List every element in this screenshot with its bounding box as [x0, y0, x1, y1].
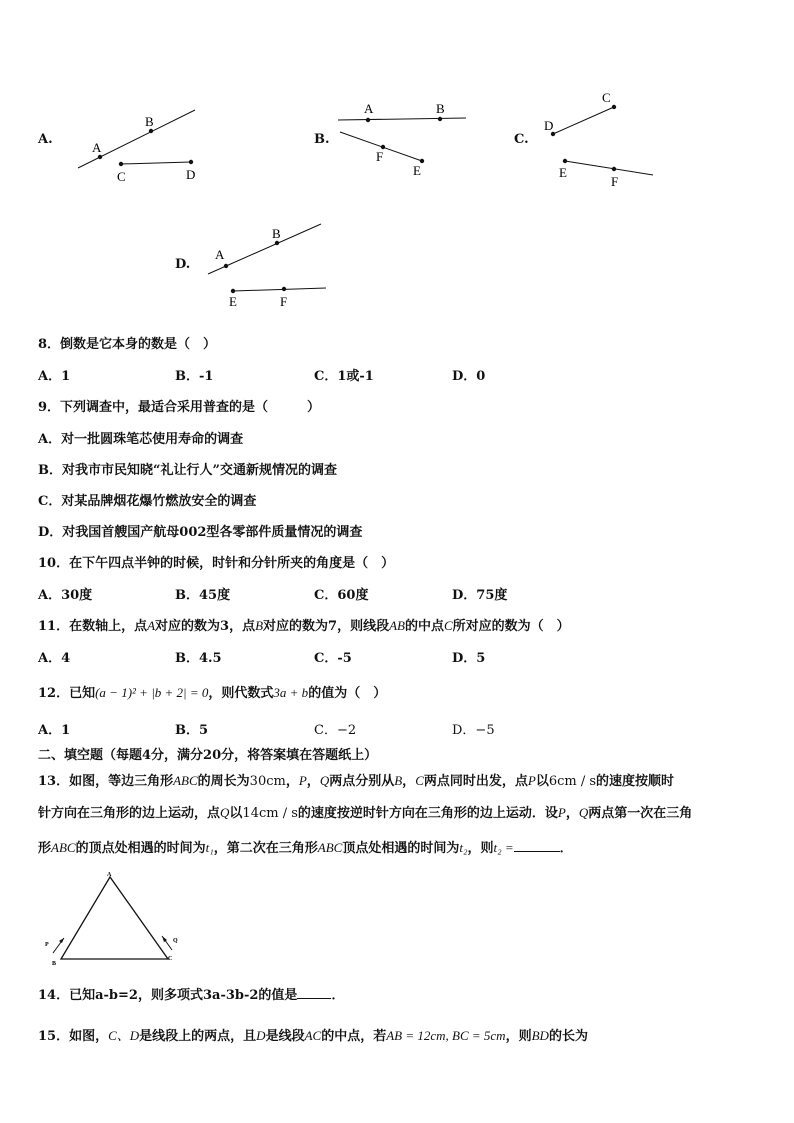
- point-label: F: [611, 174, 619, 189]
- option-a[interactable]: A．对一批圆珠笔芯使用寿命的调查: [38, 432, 244, 447]
- line-diagram: [70, 100, 205, 190]
- line-diagram: [330, 98, 470, 183]
- vertex-label: B: [52, 961, 57, 967]
- point-label: D: [186, 167, 196, 182]
- question-8-stem: 8．倒数是它本身的数是（ ）: [38, 337, 217, 352]
- vertex-label: C: [168, 956, 173, 962]
- option-d[interactable]: D．对我国首艘国产航母002型各零部件质量情况的调查: [38, 525, 363, 540]
- point-label: A: [215, 247, 225, 262]
- option-label: A.: [38, 132, 53, 147]
- question-13-line-1: 13．如图，等边三角形ABC的周长为30cm，P，Q两点分别从B，C两点同时出发，点P以6cm / s的速度按顺时: [38, 773, 675, 789]
- option-b[interactable]: B．5: [175, 723, 209, 738]
- option-a[interactable]: A．30度: [38, 588, 93, 603]
- option-b[interactable]: B．对我市市民知晓“礼让行人”交通新规情况的调查: [38, 463, 337, 478]
- point-label: E: [559, 165, 567, 180]
- point-label: F: [280, 294, 288, 309]
- point-label: B: [272, 226, 281, 241]
- point-label: B: [436, 101, 445, 116]
- answer-blank[interactable]: [514, 851, 560, 852]
- point-label: P: [45, 942, 49, 948]
- option-d[interactable]: D．5: [452, 651, 486, 666]
- line-diagram: [540, 88, 660, 193]
- question-15-stem: 15．如图，C、D是线段上的两点，且D是线段AC的中点，若AB = 12cm, BC = 5cm，则BD的长为: [38, 1028, 588, 1044]
- option-a[interactable]: A．1: [38, 369, 71, 384]
- triangle-figure: [40, 866, 190, 971]
- option-label: B.: [314, 132, 330, 147]
- option-a[interactable]: A．1: [38, 723, 71, 738]
- point-label: E: [229, 294, 237, 309]
- point-label: D: [544, 118, 554, 133]
- option-d[interactable]: D．75度: [452, 588, 508, 603]
- question-12-stem: 12．已知(a − 1)² + |b + 2| = 0，则代数式3a + b的值为（ ）: [38, 685, 387, 701]
- option-c[interactable]: C．-5: [314, 651, 352, 666]
- option-c[interactable]: C．−2: [314, 723, 357, 738]
- point-label: A: [92, 140, 102, 155]
- math-expression: (a − 1)² + |b + 2| = 0: [95, 685, 209, 700]
- option-c[interactable]: C．对某品牌烟花爆竹燃放安全的调查: [38, 494, 257, 509]
- option-c[interactable]: C．1或-1: [314, 369, 374, 384]
- point-label: A: [364, 101, 374, 116]
- answer-blank[interactable]: [297, 998, 331, 999]
- vertex-label: A: [107, 872, 112, 878]
- question-13-line-2: 针方向在三角形的边上运动，点Q以14cm / s的速度按逆时针方向在三角形的边上运动．设P，Q两点第一次在三角: [38, 805, 693, 821]
- section-heading: 二、填空题（每题4分，满分20分，将答案填在答题纸上）: [38, 748, 378, 763]
- point-label: E: [413, 163, 421, 178]
- option-d[interactable]: D．0: [452, 369, 486, 384]
- option-b[interactable]: B．4.5: [175, 651, 222, 666]
- question-10-stem: 10．在下午四点半钟的时候，时针和分针所夹的角度是（ ）: [38, 556, 395, 571]
- question-9-stem: 9．下列调查中，最适合采用普查的是（ ）: [38, 400, 321, 415]
- question-11-stem: 11．在数轴上，点A对应的数为3，点B对应的数为7，则线段AB的中点C所对应的数为（ ）: [38, 618, 570, 634]
- question-14-stem: 14．已知a-b=2，则多项式3a-3b-2的值是 ．: [38, 988, 345, 1003]
- point-label: B: [145, 114, 154, 129]
- option-label: D.: [175, 257, 191, 272]
- option-c[interactable]: C．60度: [314, 588, 369, 603]
- point-label: C: [602, 90, 611, 105]
- option-a[interactable]: A．4: [38, 651, 71, 666]
- question-13-line-3: 形ABC的顶点处相遇的时间为t₁，第二次在三角形ABC顶点处相遇的时间为t₂，则t₂ = ．: [38, 840, 573, 856]
- option-label: C.: [514, 132, 529, 147]
- line-diagram: [200, 218, 330, 313]
- point-label: Q: [173, 938, 178, 944]
- option-d[interactable]: D．−5: [452, 723, 495, 738]
- math-expression: 3a + b: [273, 685, 309, 700]
- point-label: C: [117, 169, 126, 184]
- option-b[interactable]: B．45度: [175, 588, 231, 603]
- option-b[interactable]: B．-1: [175, 369, 214, 384]
- point-label: F: [376, 149, 384, 164]
